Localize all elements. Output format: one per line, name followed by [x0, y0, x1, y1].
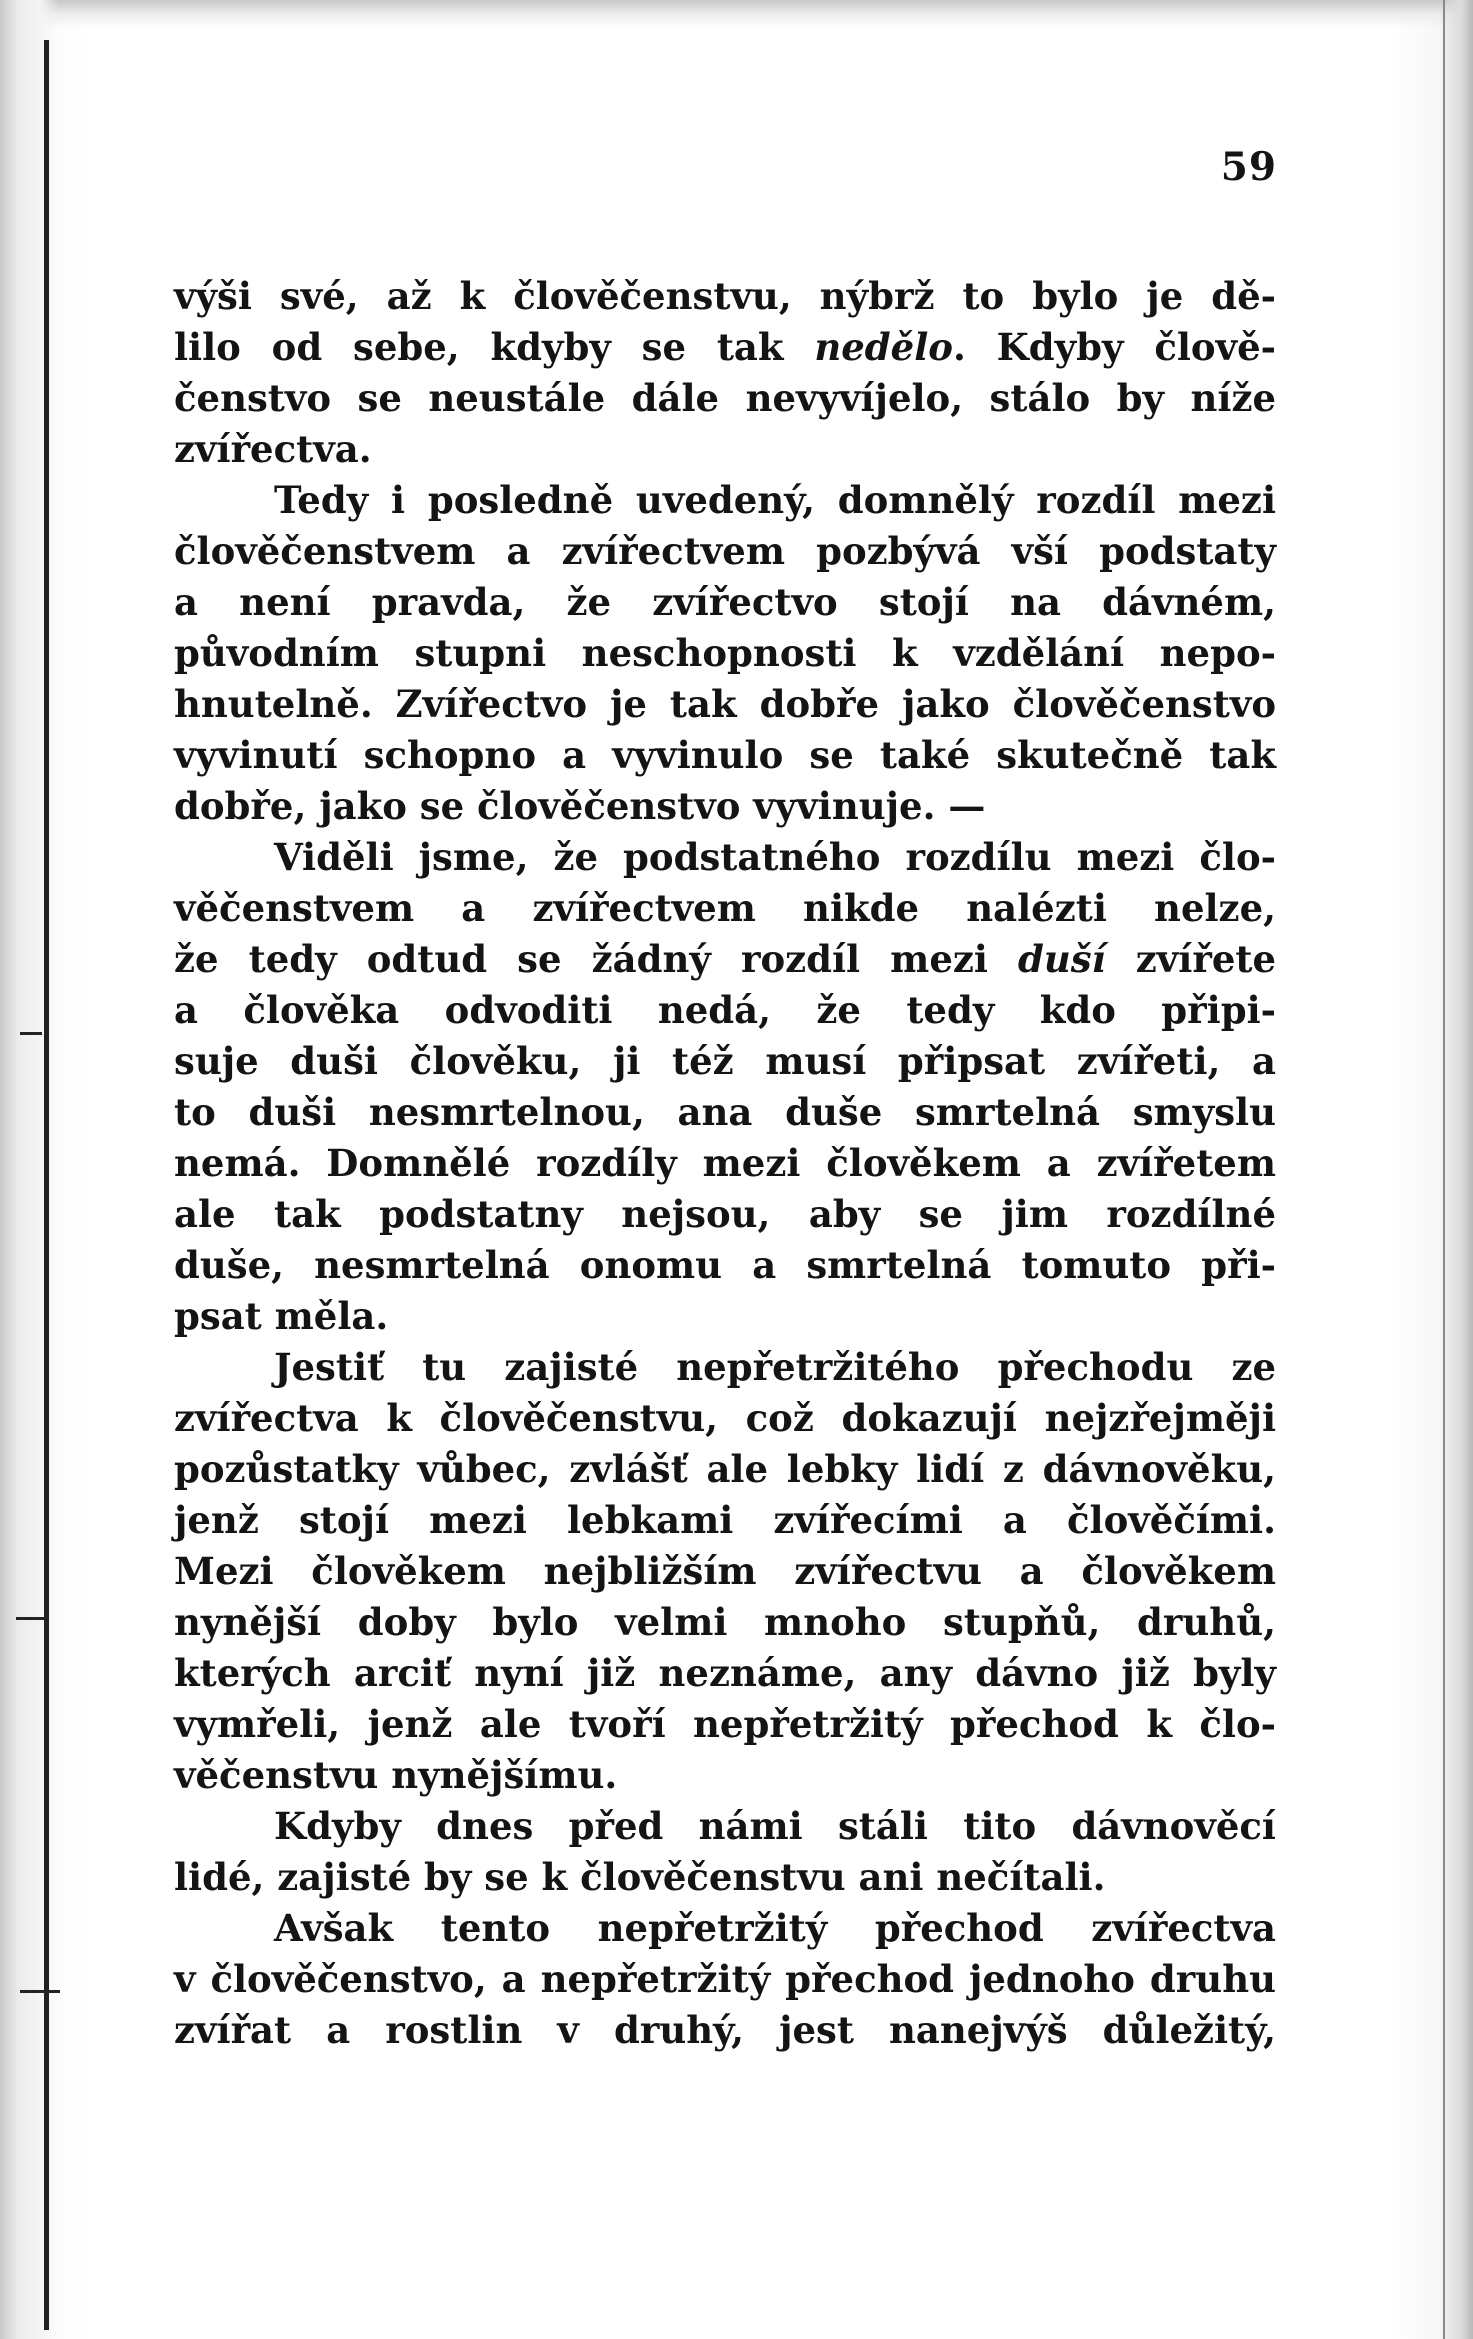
gutter-fold-line [44, 40, 49, 2330]
body-text [174, 271, 1276, 2056]
margin-tick-mark [16, 1617, 46, 1620]
text-line: čenstvo se neustále dále nevyvíjelo, stálo by níže [174, 376, 1276, 420]
page-right-border [1443, 0, 1445, 2339]
text-line: Jestiť tu zajisté nepřetržitého přechodu ze [274, 1345, 1276, 1389]
text-line: duše, nesmrtelná onomu a smrtelná tomuto při- [174, 1243, 1276, 1287]
text-line: výši své, až k člověčenstvu, nýbrž to bylo je dě- [174, 274, 1276, 318]
text-line: vyvinutí schopno a vyvinulo se také skutečně tak [174, 733, 1276, 777]
text-line: nynější doby bylo velmi mnoho stupňů, druhů, [174, 1600, 1276, 1644]
text-line: psat měla. [174, 1294, 389, 1338]
text-line: Avšak tento nepřetržitý přechod zvířectva [274, 1906, 1276, 1950]
text-line: člověčenstvem a zvířectvem pozbývá vší podstaty [174, 529, 1276, 573]
text-line: zvířectva k člověčenstvu, což dokazují nejzřejměji [174, 1396, 1276, 1440]
text-line: Kdyby dnes před námi stáli tito dávnověcí [274, 1804, 1276, 1848]
text-line: a není pravda, že zvířectvo stojí na dávném, [174, 580, 1276, 624]
text-line: ale tak podstatny nejsou, aby se jim rozdílné [174, 1192, 1276, 1236]
text-line: hnutelně. Zvířectvo je tak dobře jako člověčenstvo [174, 682, 1276, 726]
text-line: Viděli jsme, že podstatného rozdílu mezi člo- [274, 835, 1276, 879]
text-line: kterých arciť nyní již neznáme, any dávno již byly [174, 1651, 1276, 1695]
text-line: pozůstatky vůbec, zvlášť ale lebky lidí z dávnověku, [174, 1447, 1276, 1491]
text-line: lidé, zajisté by se k člověčenstvu ani nečítali. [174, 1855, 1106, 1899]
text-line: zvířectva. [174, 427, 372, 471]
binding-shadow [0, 0, 58, 2339]
text-line: že tedy odtud se žádný rozdíl mezi duší zvířete [174, 937, 1276, 981]
text-line: zvířat a rostlin v druhý, jest nanejvýš důležitý, [174, 2008, 1276, 2052]
text-line: v člověčenstvo, a nepřetržitý přechod jednoho druhu [174, 1957, 1276, 2001]
text-line: věčenstvu nynějšímu. [174, 1753, 618, 1797]
text-line: původním stupni neschopnosti k vzdělání nepo- [174, 631, 1276, 675]
margin-tick-mark [20, 1032, 42, 1035]
text-line: suje duši člověku, ji též musí připsat zvířeti, a [174, 1039, 1276, 1083]
text-line: věčenstvem a zvířectvem nikde nalézti nelze, [174, 886, 1276, 930]
page-top-edge [0, 0, 1473, 28]
text-line: to duši nesmrtelnou, ana duše smrtelná smyslu [174, 1090, 1276, 1134]
text-line: jenž stojí mezi lebkami zvířecími a člověčími. [174, 1498, 1276, 1542]
emphasized-word: duší [1018, 937, 1106, 981]
text-line: a člověka odvoditi nedá, že tedy kdo připi- [174, 988, 1276, 1032]
text-line: nemá. Domnělé rozdíly mezi člověkem a zvířetem [174, 1141, 1276, 1185]
text-line: vymřeli, jenž ale tvoří nepřetržitý přechod k člo- [174, 1702, 1276, 1746]
text-line: dobře, jako se člověčenstvo vyvinuje. — [174, 784, 986, 828]
page-number: 59 [1220, 144, 1277, 190]
margin-tick-mark [20, 1990, 60, 1993]
text-line: lilo od sebe, kdyby se tak nedělo. Kdyby člově- [174, 325, 1277, 369]
text-line: Mezi člověkem nejbližším zvířectvu a člověkem [174, 1549, 1276, 1593]
emphasized-word: nedělo [814, 325, 953, 369]
text-line: Tedy i posledně uvedený, domnělý rozdíl mezi [274, 478, 1276, 522]
